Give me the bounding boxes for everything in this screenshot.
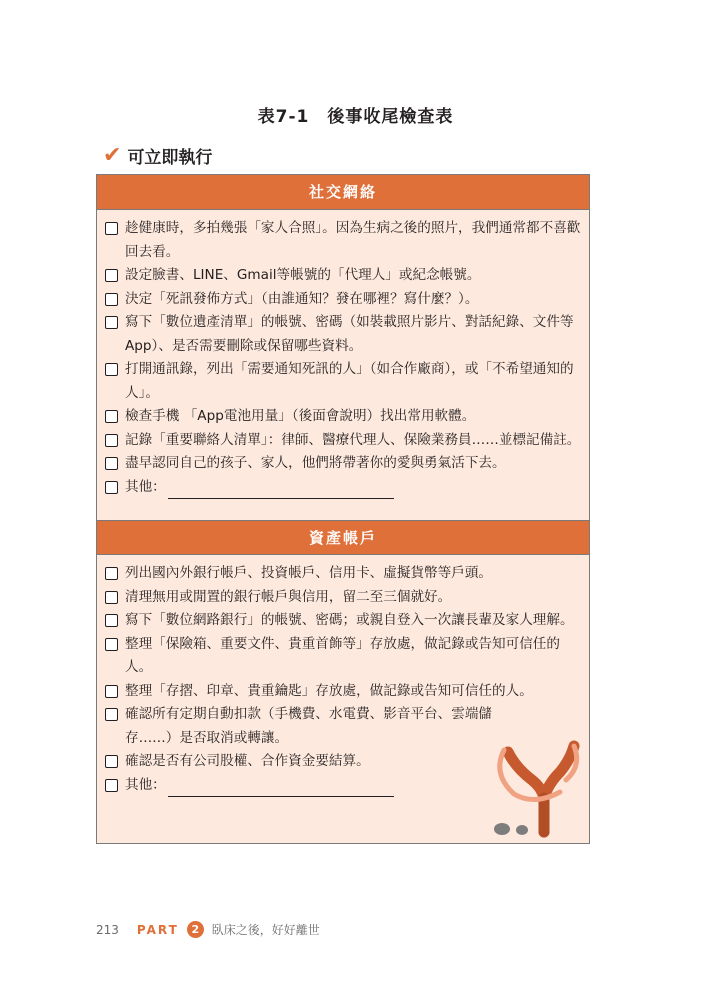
checklist-item-text: 決定「死訊發佈方式」（由誰通知？發在哪裡？寫什麼？）。 xyxy=(125,290,479,307)
checklist-item[interactable] xyxy=(105,405,581,429)
checklist-item[interactable] xyxy=(105,586,581,610)
checklist-item-text: 整理「存摺、印章、貴重鑰匙」存放處，做記錄或告知可信任的人。 xyxy=(125,682,533,699)
checklist-item-text: 寫下「數位網路銀行」的帳號、密碼；或親自登入一次讓長輩及家人理解。 xyxy=(125,612,574,628)
checkbox[interactable] xyxy=(105,567,118,580)
checklist-item[interactable] xyxy=(105,452,581,476)
checklist-item-other[interactable] xyxy=(105,476,581,500)
section-header-social: 社交網絡 xyxy=(97,175,589,210)
checklist-item-text: 整理「保險箱、重要文件、貴重首飾等」存放處，做記錄或告知可信任的人。 xyxy=(125,635,560,675)
other-label: 其他： xyxy=(125,776,166,793)
checklist-item[interactable] xyxy=(105,358,581,405)
checklist-item[interactable] xyxy=(105,288,581,312)
checklist-item-text: 檢查手機 「App電池用量」（後面會說明）找出常用軟體。 xyxy=(125,408,476,424)
checkbox[interactable] xyxy=(105,222,118,235)
part-label: PART xyxy=(136,922,179,937)
checklist-item[interactable] xyxy=(105,217,581,264)
page-number: 213 xyxy=(96,922,119,937)
checklist-item[interactable] xyxy=(105,562,581,586)
checkbox[interactable] xyxy=(105,685,118,698)
checklist-item-text: 寫下「數位遺產清單」的帳號、密碼（如裝載照片影片、對話紀錄、文件等App）、是否需要刪除或保留哪些資料。 xyxy=(125,314,574,354)
checklist-item[interactable] xyxy=(105,680,581,704)
fill-in-blank[interactable] xyxy=(168,483,394,499)
checklist-item[interactable] xyxy=(105,311,581,358)
checkbox[interactable] xyxy=(105,638,118,651)
checklist-item-text: 列出國內外銀行帳戶、投資帳戶、信用卡、虛擬貨幣等戶頭。 xyxy=(125,565,493,581)
section-social-items xyxy=(97,210,589,520)
checkbox[interactable] xyxy=(105,779,118,792)
checkmark-icon: ✔ xyxy=(103,142,122,168)
checkbox[interactable] xyxy=(105,457,118,470)
slingshot-icon xyxy=(486,740,582,838)
checklist-item[interactable] xyxy=(105,264,581,288)
other-label: 其他： xyxy=(125,478,166,495)
chapter-title: 臥床之後，好好離世 xyxy=(211,923,320,937)
checklist-item-text: 打開通訊錄，列出「需要通知死訊的人」（如合作廠商），或「不希望通知的人」。 xyxy=(125,361,574,401)
checkbox[interactable] xyxy=(105,363,118,376)
checkbox[interactable] xyxy=(105,293,118,306)
checklist-item-text: 設定臉書、LINE、Gmail等帳號的「代理人」或紀念帳號。 xyxy=(125,267,481,283)
checklist-item[interactable] xyxy=(105,633,581,680)
fill-in-blank[interactable] xyxy=(168,781,394,797)
part-number-badge: 2 xyxy=(187,921,204,938)
checklist-item-text: 確認是否有公司股權、合作資金要結算。 xyxy=(125,753,370,769)
page-title: 表7-1 後事收尾檢查表 xyxy=(257,107,454,127)
checklist-item[interactable] xyxy=(105,609,581,633)
checklist-item-text: 清理無用或閒置的銀行帳戶與信用，留二至三個就好。 xyxy=(125,588,452,605)
checklist-item-text: 盡早認同自己的孩子、家人，他們將帶著你的愛與勇氣活下去。 xyxy=(125,455,506,471)
checkbox[interactable] xyxy=(105,316,118,329)
checkbox[interactable] xyxy=(105,755,118,768)
checkbox[interactable] xyxy=(105,410,118,423)
checklist-item-text: 趁健康時，多拍幾張「家人合照」。因為生病之後的照片，我們通常都不喜歡回去看。 xyxy=(125,220,581,260)
checkbox[interactable] xyxy=(105,614,118,627)
checkbox[interactable] xyxy=(105,708,118,721)
page-footer xyxy=(96,921,320,938)
subhead-text: 可立即執行 xyxy=(127,148,213,168)
checkbox[interactable] xyxy=(105,434,118,447)
section-header-assets: 資產帳戶 xyxy=(97,520,589,555)
checklist-item-text: 確認所有定期自動扣款（手機費、水電費、影音平台、雲端儲存……）是否取消或轉讓。 xyxy=(125,706,493,746)
checkbox[interactable] xyxy=(105,591,118,604)
section-subhead xyxy=(103,143,212,168)
checkbox[interactable] xyxy=(105,481,118,494)
checklist-item-text: 記錄「重要聯絡人清單」：律師、醫療代理人、保險業務員……並標記備註。 xyxy=(125,431,581,448)
checklist-item[interactable] xyxy=(105,429,581,453)
checkbox[interactable] xyxy=(105,269,118,282)
